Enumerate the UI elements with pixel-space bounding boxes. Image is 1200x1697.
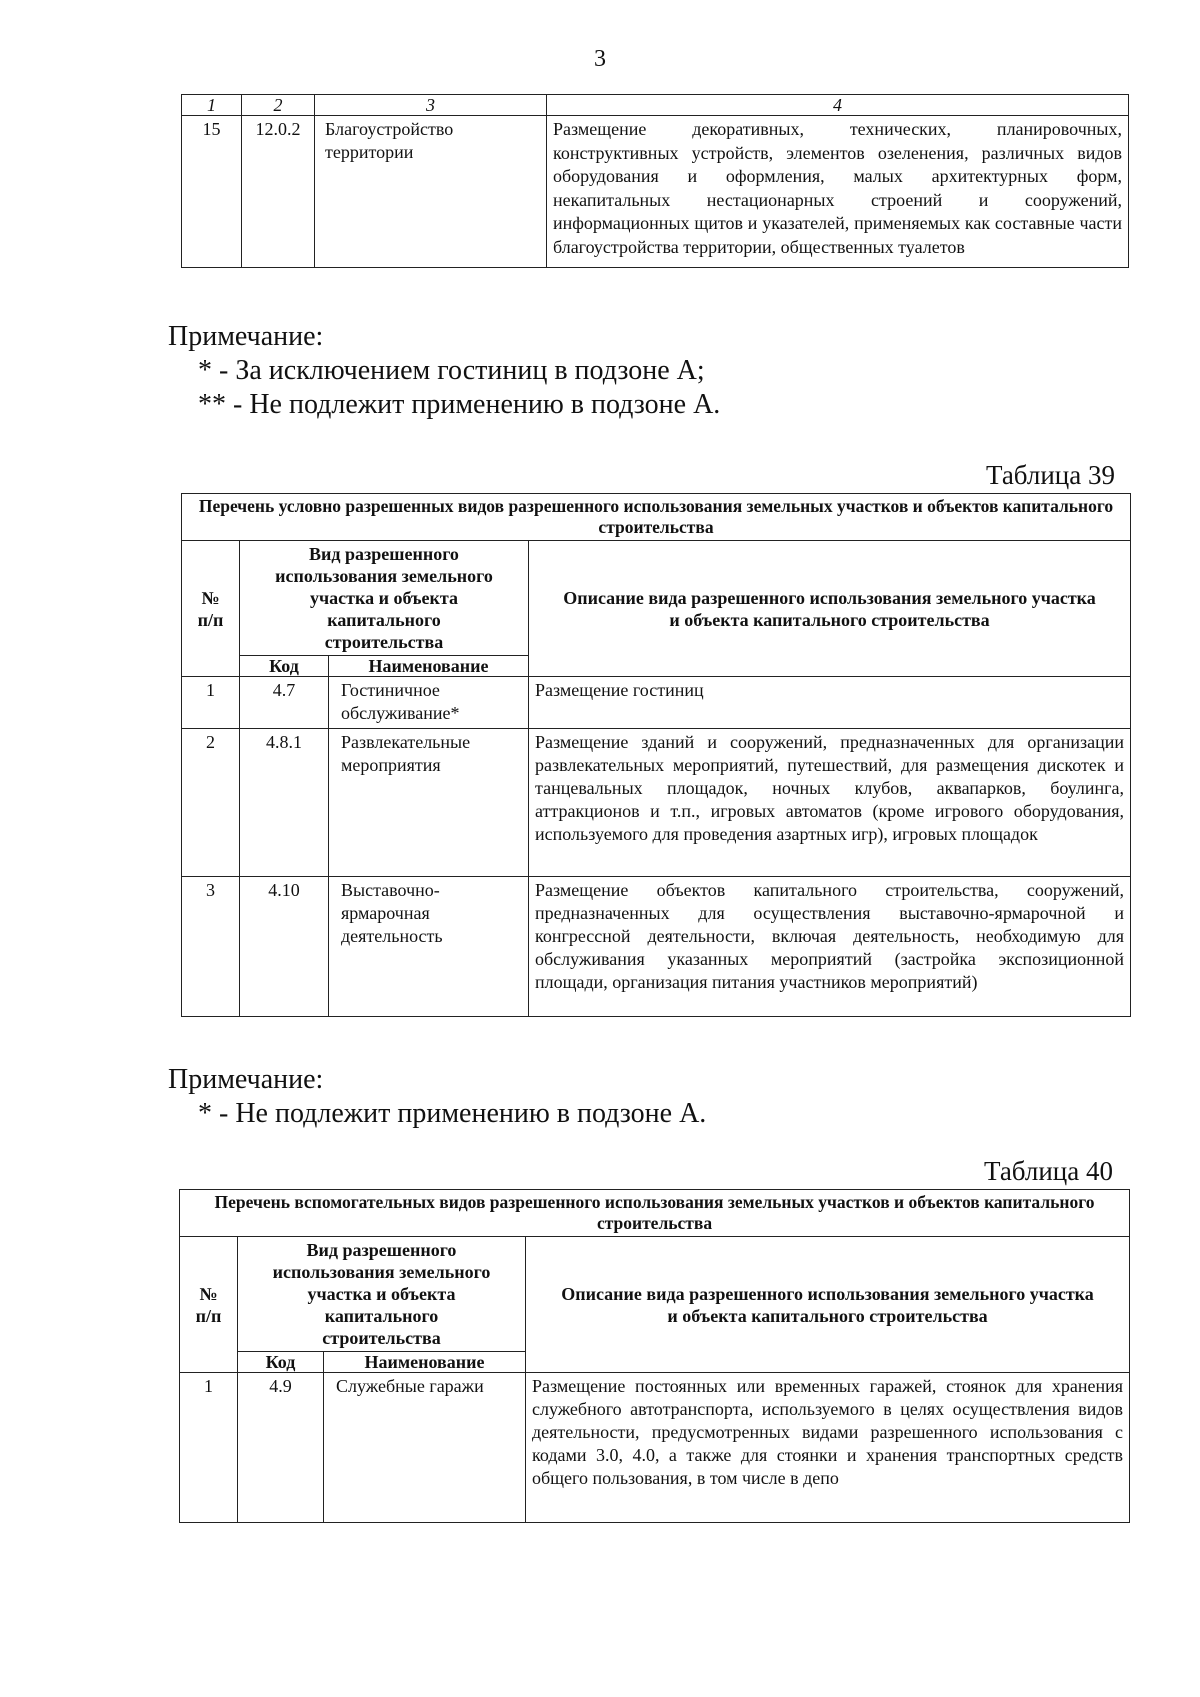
column-header-number: № п/п <box>180 1237 238 1373</box>
row-code: 4.9 <box>238 1373 324 1523</box>
continuation-table <box>181 94 1129 268</box>
table-title-row <box>180 1190 1130 1237</box>
table-row <box>180 1373 1130 1523</box>
row-number: 1 <box>182 677 240 729</box>
column-number-3: 3 <box>315 95 547 116</box>
table-40-label: Таблица 40 <box>984 1156 1113 1186</box>
column-header-code: Код <box>238 1352 324 1373</box>
table-header-row <box>182 95 1129 116</box>
column-header-name: Наименование <box>329 656 529 677</box>
note-line: * - Не подлежит применению в подзоне А. <box>198 1098 707 1129</box>
note-2 <box>168 1063 706 1131</box>
column-number-2: 2 <box>242 95 315 116</box>
table-title: Перечень условно разрешенных видов разрешенного использования земельных участков и объектов капитального строительства <box>182 494 1131 541</box>
note-1 <box>168 320 720 422</box>
table-row <box>182 729 1131 877</box>
note-heading: Примечание: <box>168 1064 324 1095</box>
row-description: Размещение гостиниц <box>529 677 1131 729</box>
row-description: Размещение декоративных, технических, планировочных, конструктивных устройств, элементов озеленения, различных видов оборудования и оформления, малых архитектурных форм, некапитальных нестационарных строений и сооружений, информационных щитов и указателей, применяемых как составные части благоустройства территории, общественных туалетов <box>547 116 1129 268</box>
table-title: Перечень вспомогательных видов разрешенного использования земельных участков и объектов капитального строительства <box>180 1190 1130 1237</box>
column-header-name: Наименование <box>324 1352 526 1373</box>
row-number: 1 <box>180 1373 238 1523</box>
row-description: Размещение зданий и сооружений, предназначенных для организации развлекательных мероприятий, путешествий, для размещения дискотек и танцевальных площадок, ночных клубов, аквапарков, боулинга, аттракционов и т.п., игровых автоматов (кроме игрового оборудования, используемого для проведения азартных игр), игровых площадок <box>529 729 1131 877</box>
row-name: Развлекательные мероприятия <box>329 729 529 877</box>
row-number: 3 <box>182 877 240 1017</box>
column-header-group: Вид разрешенного использования земельного участка и объекта капитального строительства <box>240 541 529 656</box>
row-code: 12.0.2 <box>242 116 315 268</box>
column-header-description: Описание вида разрешенного использования земельного участка и объекта капитального строительства <box>529 541 1131 677</box>
table-row <box>182 677 1131 729</box>
note-line: ** - Не подлежит применению в подзоне А. <box>198 389 721 420</box>
note-line: * - За исключением гостиниц в подзоне А; <box>198 355 705 386</box>
row-name: Гостиничное обслуживание* <box>329 677 529 729</box>
row-name: Благоустройство территории <box>315 116 547 268</box>
row-name: Выставочно-ярмарочная деятельность <box>329 877 529 1017</box>
column-header-code: Код <box>240 656 329 677</box>
row-number: 2 <box>182 729 240 877</box>
row-description: Размещение объектов капитального строительства, сооружений, предназначенных для осуществления выставочно-ярмарочной и конгрессной деятельности, включая деятельность, необходимую для обслуживания указанных мероприятий (застройка экспозиционной площади, организация питания участников мероприятий) <box>529 877 1131 1017</box>
column-header-description: Описание вида разрешенного использования земельного участка и объекта капитального строительства <box>526 1237 1130 1373</box>
column-header-number: № п/п <box>182 541 240 677</box>
note-heading: Примечание: <box>168 321 324 352</box>
row-description: Размещение постоянных или временных гаражей, стоянок для хранения служебного автотранспорта, используемого в целях осуществления видов деятельности, предусмотренных видами разрешенного использования с кодами 3.0, 4.0, а также для стоянки и хранения транспортных средств общего пользования, в том числе в депо <box>526 1373 1130 1523</box>
table-header-row <box>180 1237 1130 1352</box>
row-code: 4.10 <box>240 877 329 1017</box>
table-row <box>182 116 1129 268</box>
column-header-group: Вид разрешенного использования земельного участка и объекта капитального строительства <box>238 1237 526 1352</box>
table-title-row <box>182 494 1131 541</box>
table-header-row <box>182 541 1131 656</box>
page-number: 3 <box>594 46 606 72</box>
table-39 <box>181 493 1131 1017</box>
table-40 <box>179 1189 1130 1523</box>
row-number: 15 <box>182 116 242 268</box>
row-code: 4.7 <box>240 677 329 729</box>
column-number-4: 4 <box>547 95 1129 116</box>
row-code: 4.8.1 <box>240 729 329 877</box>
table-39-label: Таблица 39 <box>986 460 1115 490</box>
row-name: Служебные гаражи <box>324 1373 526 1523</box>
table-row <box>182 877 1131 1017</box>
column-number-1: 1 <box>182 95 242 116</box>
